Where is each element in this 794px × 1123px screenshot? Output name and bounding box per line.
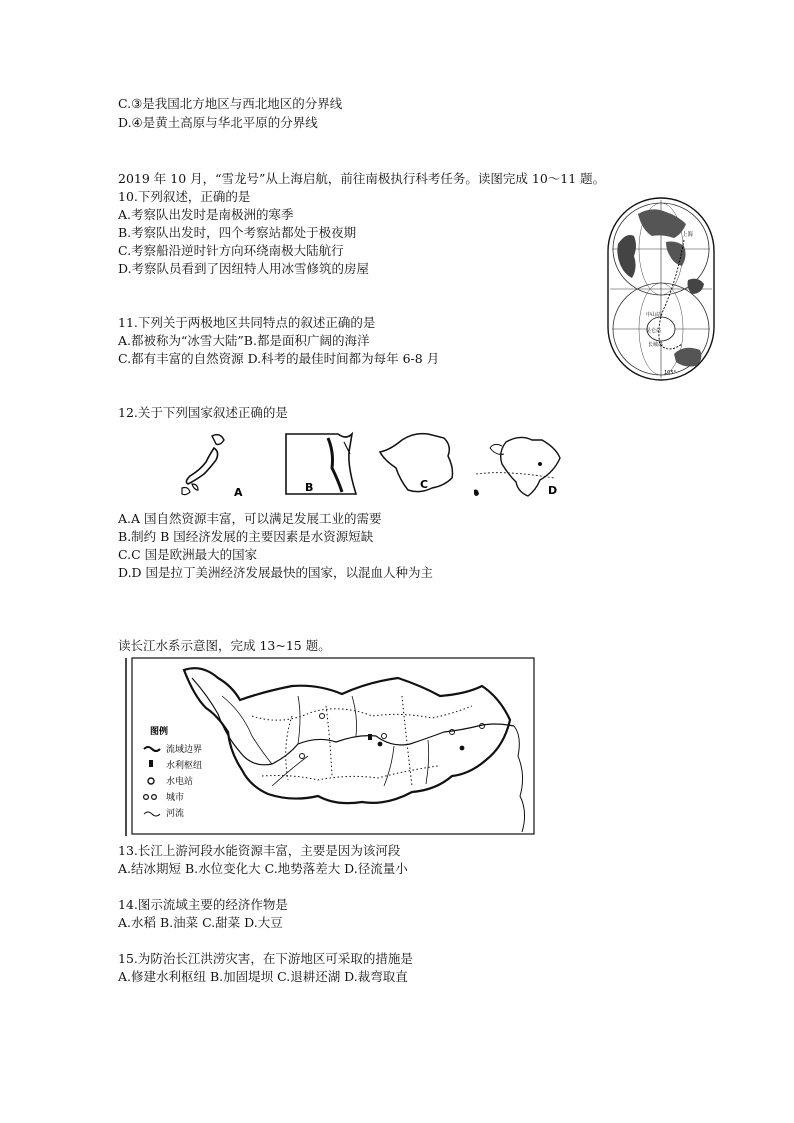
map-label-d: D — [548, 484, 558, 497]
legend-item-river: 河流 — [166, 809, 185, 819]
q13-options: A.结冰期短 B.水位变化大 C.地势落差大 D.径流量小 — [118, 861, 408, 876]
legend-dam-icon — [149, 760, 153, 767]
map-label-c: C — [420, 478, 429, 491]
label-zhongshan: 中山站 — [646, 312, 662, 318]
legend-item-dam: 水利枢纽 — [166, 761, 203, 771]
q12-option-d: D.D 国是拉丁美洲经济发展最快的国家，以混血人种为主 — [118, 565, 434, 580]
q9-option-d: D.④是黄土高原与华北平原的分界线 — [118, 115, 318, 130]
legend-title: 图例 — [150, 727, 169, 737]
q14-options: A.水稻 B.油菜 C.甜菜 D.大豆 — [118, 915, 283, 930]
q10-option-d: D.考察队员看到了因纽特人用冰雪修筑的房屋 — [118, 261, 370, 276]
map-label-b: B — [305, 481, 314, 494]
legend-item-city: 城市 — [166, 793, 185, 803]
q10-stem: 10.下列叙述，正确的是 — [118, 189, 251, 204]
q12-option-a: A.A 国自然资源丰富，可以满足发展工业的需要 — [118, 511, 382, 526]
q10-option-b: B.考察队出发时，四个考察站都处于极夜期 — [118, 225, 357, 240]
q11-options-ab: A.都被称为“冰雪大陆”B.都是面积广阔的海洋 — [118, 333, 370, 348]
map-label-a: A — [234, 486, 243, 499]
label-longitude: 105° — [664, 370, 677, 376]
label-kunlun: 昆仑站 — [646, 328, 662, 334]
intro-13-15: 读长江水系示意图，完成 13~15 题。 — [118, 638, 331, 653]
q12-option-b: B.制约 B 国经济发展的主要因素是水资源短缺 — [118, 529, 374, 544]
q15-options: A.修建水利枢纽 B.加固堤坝 C.退耕还湖 D.裁弯取直 — [118, 969, 408, 984]
q15-stem: 15.为防治长江洪涝灾害，在下游地区可采取的措施是 — [118, 951, 413, 966]
map-japan — [182, 435, 243, 499]
label-changcheng: 长城站 — [648, 342, 664, 348]
legend-item-boundary: 流域边界 — [166, 745, 203, 755]
polar-route-map — [604, 194, 718, 384]
q14-stem: 14.图示流域主要的经济作物是 — [118, 897, 288, 912]
q11-options-cd: C.都有丰富的自然资源 D.科考的最佳时间都为每年 6-8 月 — [118, 351, 440, 366]
q11-stem: 11.下列关于两极地区共同特点的叙述正确的是 — [118, 315, 376, 330]
q12-option-c: C.C 国是欧洲最大的国家 — [118, 547, 258, 562]
legend-hydropower-icon — [148, 778, 154, 784]
country-outline-maps — [176, 428, 566, 504]
q12-stem: 12.关于下列国家叙述正确的是 — [118, 405, 288, 420]
q13-stem: 13.长江上游河段水能资源丰富，主要是因为该河段 — [118, 843, 401, 858]
q10-option-c: C.考察船沿逆时针方向环绕南极大陆航行 — [118, 243, 344, 258]
map-france — [380, 434, 479, 496]
map-brazil — [476, 437, 560, 497]
label-shanghai: 上海 — [682, 232, 694, 238]
yangtze-river-map — [122, 656, 538, 838]
q9-option-c: C.③是我国北方地区与西北地区的分界线 — [118, 96, 343, 111]
map-egypt — [286, 434, 356, 494]
q10-option-a: A.考察队出发时是南极洲的寒季 — [118, 207, 294, 222]
intro-10-11: 2019 年 10 月，“雪龙号”从上海启航，前往南极执行科考任务。读图完成 10～11 题。 — [118, 171, 606, 186]
legend-item-hydropower: 水电站 — [166, 777, 194, 787]
